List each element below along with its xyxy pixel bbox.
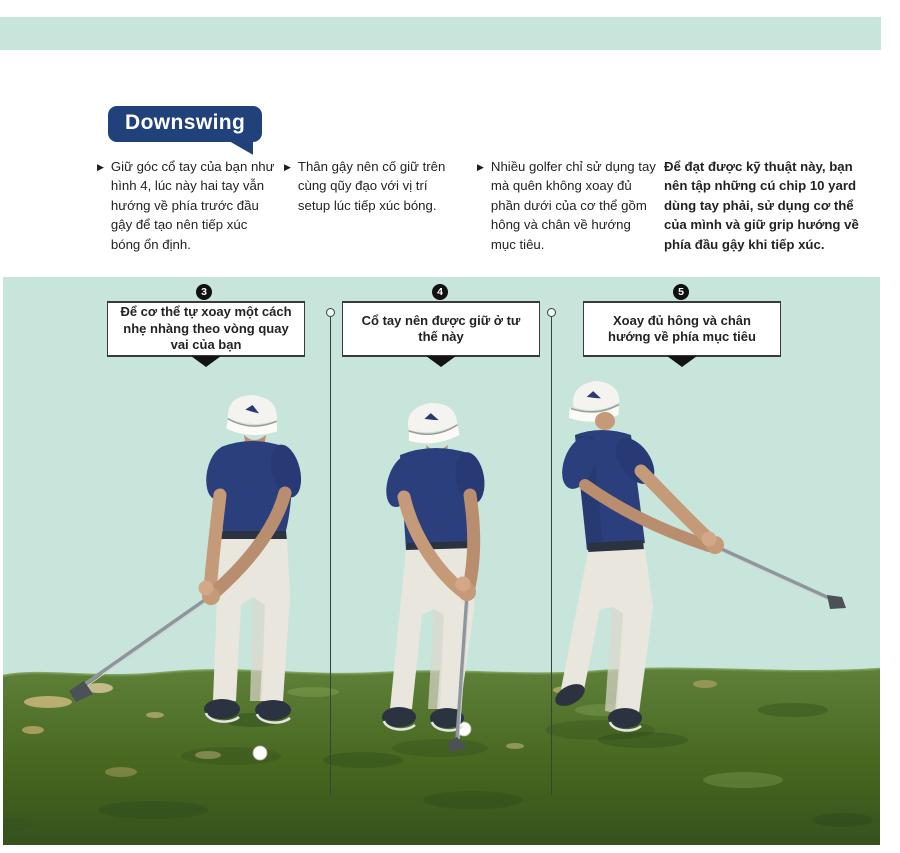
step-caption-box-4 [342,301,540,357]
photo-panel [3,277,880,845]
tip-column-2 [284,157,460,215]
tip-text: Thân gậy nên cố giữ trên cùng qũy đạo với vị trí setup lúc tiếp xúc bóng. [297,159,446,213]
pointer-triangle-icon [191,356,221,367]
golfer-figure-follow-through [555,375,880,765]
step-number-badge: 5 [673,284,689,300]
tip-column-3 [477,157,657,254]
speech-bubble-tail [227,140,253,155]
tip-column-4 [664,157,862,254]
tip-text: Giữ góc cổ tay của bạn như hình 4, lúc này hai tay vẫn hướng về phía trước đầu gậy để tạo nên tiếp xúc bóng ổn định. [110,159,275,252]
section-title: Downswing [125,111,246,134]
club-shaft [82,597,209,686]
divider-pin-circle [547,308,556,317]
step-caption-box-3 [107,301,305,357]
bullet-triangle-icon: ▶ [477,162,484,172]
pointer-triangle-icon [426,356,456,367]
tip-text: Nhiều golfer chỉ sử dụng tay mà quên không xoay đủ phần dưới của cơ thể gồm hông và chân về hướng mục tiêu. [490,159,656,252]
divider-pin-circle [326,308,335,317]
step-caption: Để cơ thể tự xoay một cách nhẹ nhàng theo vòng quay vai của bạn [120,304,292,353]
step-caption-box-5 [583,301,781,357]
club-shaft [717,547,829,598]
tip-column-1 [97,157,277,254]
cap-icon [226,394,279,437]
pointer-triangle-icon [667,356,697,367]
step-number-badge: 4 [432,284,448,300]
step-caption: Xoay đủ hông và chân hướng về phía mục tiêu [608,312,756,344]
club-head [447,737,467,752]
step-caption: Cổ tay nên được giữ ở tư thế này [361,312,521,344]
step-number-badge: 3 [196,284,212,300]
tip-text: Để đạt được kỹ thuật này, bạn nên tập những cú chip 10 yard dùng tay phải, sử dụng cơ thể của mình và giữ grip hướng về phía đầu gậy khi tiếp xúc. [664,159,859,252]
cap-icon [405,400,460,446]
section-title-badge [108,106,262,142]
golfer-figure-impact [340,395,580,760]
bullet-triangle-icon: ▶ [97,162,104,172]
bullet-triangle-icon: ▶ [284,162,291,172]
top-accent-band [0,17,881,50]
golfer-figure-downswing [40,385,360,760]
club-head [827,595,846,609]
